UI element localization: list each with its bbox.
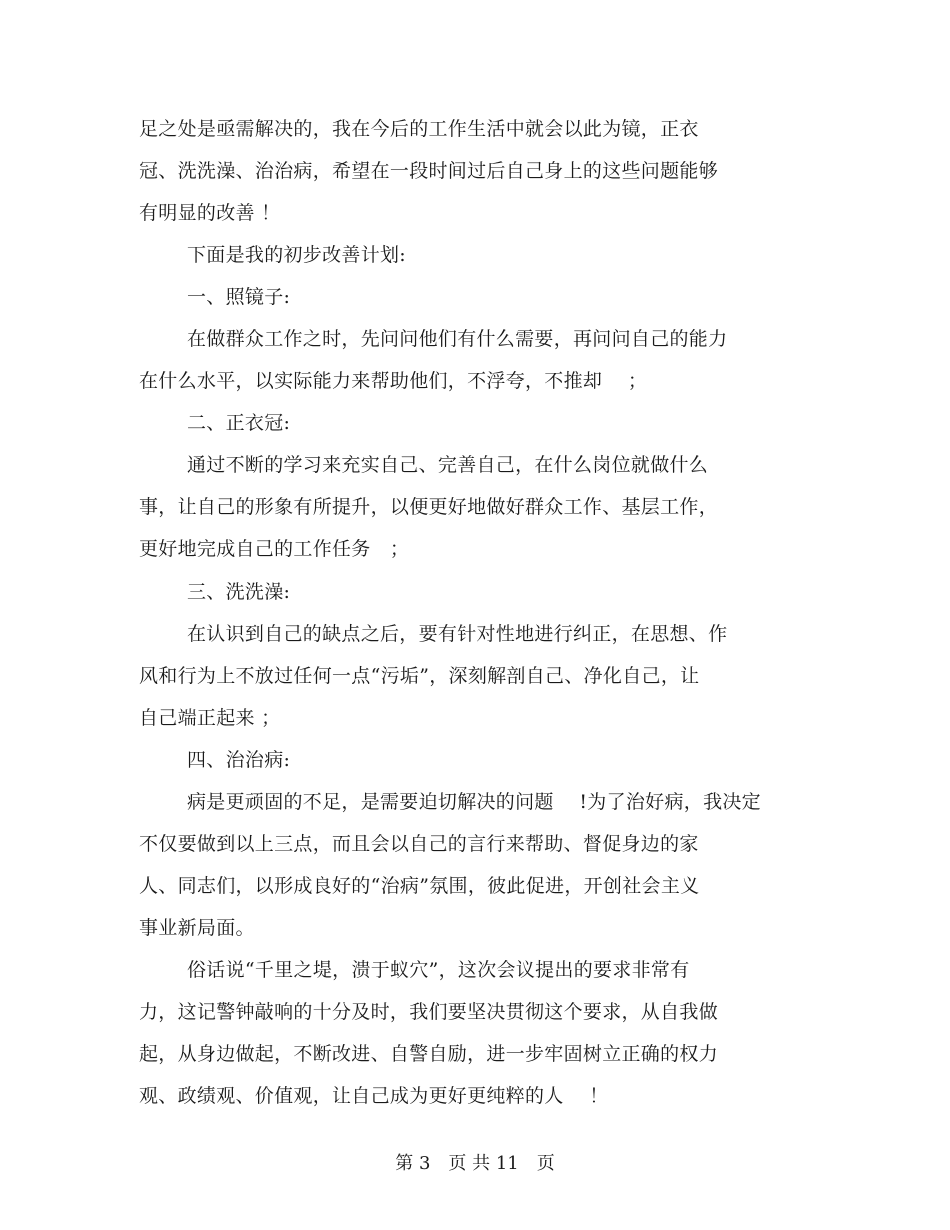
text-line: 风和行为上不放过任何一点“污垢”，深刻解剖自己、净化自己，让 — [139, 665, 700, 687]
text-line: 在认识到自己的缺点之后，要有针对性地进行纠正，在思想、作 — [187, 623, 728, 645]
text-line: 事，让自己的形象有所提升，以便更好地做好群众工作、基层工作， — [139, 496, 719, 518]
text-line: 观、政绩观、价值观，让自己成为更好更纯粹的人 ！ — [139, 1085, 609, 1107]
text-line: 力，这记警钟敲响的十分及时，我们要坚决贯彻这个要求，从自我做 — [139, 1001, 719, 1023]
text-line: 在做群众工作之时，先问问他们有什么需要，再问问自己的能力 — [187, 328, 728, 350]
text-line: 不仅要做到以上三点，而且会以自己的言行来帮助、督促身边的家 — [139, 833, 699, 855]
text-line: 自己端正起来 ； — [139, 707, 281, 729]
text-line: 冠、洗洗澡、治治病，希望在一段时间过后自己身上的这些问题能够 — [139, 160, 719, 182]
text-line: 起，从身边做起，不断改进、自警自励，进一步牢固树立正确的权力 — [139, 1043, 719, 1065]
text-line: 在什么水平，以实际能力来帮助他们，不浮夸，不推却 ； — [139, 370, 648, 392]
section-heading: 一、照镜子: — [187, 286, 291, 308]
section-heading: 二、正衣冠: — [187, 412, 291, 434]
text-line: 俗话说“千里之堤，溃于蚁穴”，这次会议提出的要求非常有 — [187, 959, 690, 981]
page-number: 第 3 页 共 11 页 — [395, 1153, 555, 1174]
text-line: 足之处是亟需解决的，我在今后的工作生活中就会以此为镜，正衣 — [139, 118, 699, 140]
text-line: 病是更顽固的不足，是需要迫切解决的问题 !为了治好病，我决定 — [187, 791, 761, 813]
text-line: 下面是我的初步改善计划: — [187, 244, 407, 266]
text-line: 更好地完成自己的工作任务 ； — [139, 538, 410, 560]
text-line: 事业新局面。 — [139, 917, 255, 939]
text-line: 人、同志们，以形成良好的“治病”氛围，彼此促进，开创社会主义 — [139, 875, 700, 897]
section-heading: 四、治治病: — [187, 749, 291, 771]
text-line: 有明显的改善 ！ — [139, 202, 281, 224]
section-heading: 三、洗洗澡: — [187, 581, 291, 603]
text-line: 通过不断的学习来充实自己、完善自己，在什么岗位就做什么 — [187, 454, 709, 476]
